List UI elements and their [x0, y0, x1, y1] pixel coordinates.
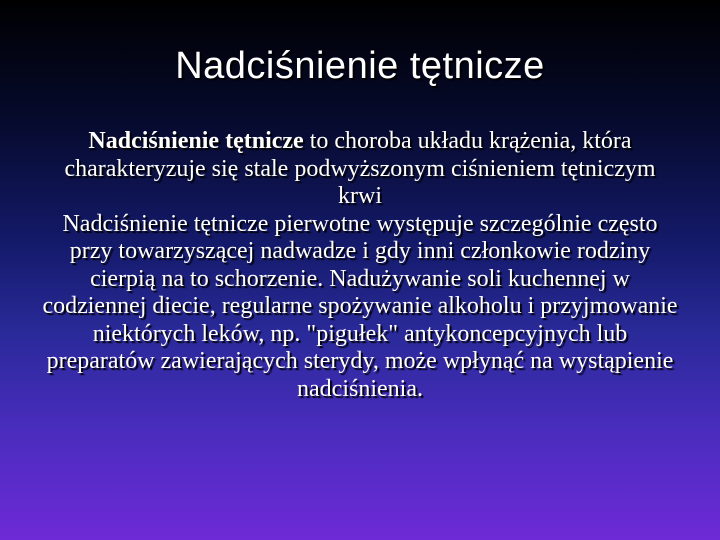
definition-paragraph — [40, 128, 680, 211]
definition-term: Nadciśnienie tętnicze — [88, 128, 304, 154]
slide-title: Nadciśnienie tętnicze — [175, 45, 545, 87]
slide-body — [40, 128, 680, 403]
definition-text: to choroba układu krążenia, która charakteryzuje się stale podwyższonym ciśnieniem tętniczym krwi — [64, 128, 656, 209]
risk-factors-paragraph: Nadciśnienie tętnicze pierwotne występuje szczególnie często przy towarzyszącej nadwadze i gdy inni członkowie rodziny cierpią na to schorzenie. Nadużywanie soli kuchennej w codziennej diecie, regularne spożywanie alkoholu i przyjmowanie niektórych leków, np. "pigułek" antykoncepcyjnych lub preparatów zawierających sterydy, może wpłynąć na wystąpienie nadciśnienia. — [42, 210, 678, 402]
